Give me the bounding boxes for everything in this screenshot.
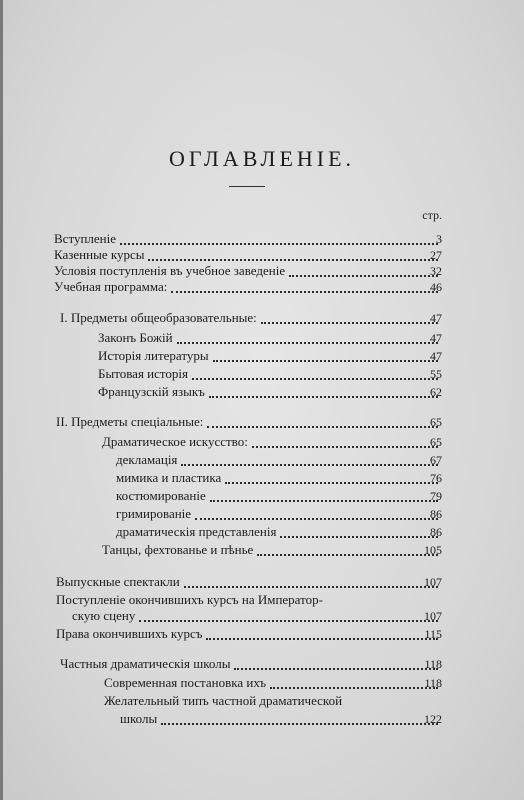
toc-entry-page: 107 (424, 609, 442, 623)
leader-dots (270, 677, 438, 689)
toc-entry-page: 86 (430, 525, 442, 539)
leader-dots (257, 544, 438, 556)
leader-dots (171, 281, 438, 293)
leader-dots (225, 472, 438, 484)
leader-dots (139, 610, 438, 622)
toc-entry-page: 115 (424, 627, 442, 641)
toc-entry-page: 47 (430, 311, 442, 325)
toc-entry-label: Танцы, фехтованье и пѣнье (102, 542, 254, 557)
leader-dots (184, 576, 438, 588)
page-column-label: стр. (422, 208, 442, 222)
toc-entry-page: 107 (424, 575, 442, 589)
page-edge (0, 0, 3, 800)
toc-entry-label: Учебная программа: (54, 279, 168, 294)
toc-entry (98, 348, 442, 364)
leader-dots (120, 233, 438, 245)
toc-entry-label: Казенные курсы (54, 247, 145, 262)
leader-dots (209, 386, 438, 398)
toc-entry-page: 65 (430, 435, 442, 449)
toc-entry-label: Исторія литературы (98, 348, 209, 363)
toc-entry (116, 506, 442, 522)
toc-entry (54, 279, 442, 295)
leader-dots (234, 658, 438, 670)
leader-dots (206, 628, 438, 640)
toc-entry-label: II. Предметы спеціальные: (56, 414, 204, 429)
toc-entry-label: Условія поступленія въ учебное заведеніе (54, 263, 286, 278)
toc-entry (60, 310, 442, 326)
toc-entry (102, 542, 442, 558)
toc-entry (72, 608, 442, 624)
toc-entry-label: драматическія представленія (116, 524, 277, 539)
toc-heading: ОГЛАВЛЕНІЕ. (168, 146, 356, 171)
leader-dots (210, 490, 438, 502)
toc-entry (116, 452, 442, 468)
toc-entry (56, 574, 442, 590)
leader-dots (177, 332, 438, 344)
toc-entry-page: 79 (430, 489, 442, 503)
toc-entry-label: Выпускные спектакли (56, 574, 180, 589)
toc-entry (56, 414, 442, 430)
toc-entry (60, 656, 442, 672)
toc-entry-page: 67 (430, 453, 442, 467)
toc-entry-page: 32 (430, 264, 442, 278)
toc-entry-label: Современная постановка ихъ (104, 675, 267, 690)
toc-entry-label: Драматическое искусство: (102, 434, 248, 449)
heading-rule (229, 186, 265, 187)
toc-entry (56, 626, 442, 642)
leader-dots (195, 508, 438, 520)
toc-entry-label-line1: Желательный типъ частной драматической (104, 693, 343, 708)
leader-dots (289, 265, 438, 277)
toc-entry-label-line2: скую сцену (72, 608, 136, 623)
toc-entry-page: 122 (424, 712, 442, 726)
toc-entry (98, 330, 442, 346)
leader-dots (148, 249, 438, 261)
toc-entry-page: 76 (430, 471, 442, 485)
leader-dots (213, 350, 438, 362)
toc-entry-label: Законъ Божій (98, 330, 173, 345)
toc-entry (54, 263, 442, 279)
toc-entry-label: Частныя драматическія школы (60, 656, 231, 671)
toc-entry (104, 675, 442, 691)
toc-entry-page: 47 (430, 349, 442, 363)
toc-entry-label: Французскій языкъ (98, 384, 205, 399)
toc-entry-label: Бытовая исторія (98, 366, 189, 381)
toc-entry-label: декламація (116, 452, 178, 467)
toc-entry-page: 86 (430, 507, 442, 521)
toc-entry (116, 470, 442, 486)
toc-entry-label-line2: школы (120, 711, 158, 726)
leader-dots (207, 416, 438, 428)
toc-entry-page: 46 (430, 280, 442, 294)
toc-entry-page: 3 (436, 232, 442, 246)
toc-entry (98, 366, 442, 382)
toc-entry (116, 524, 442, 540)
toc-entry-page: 47 (430, 331, 442, 345)
toc-entry-page: 118 (424, 676, 442, 690)
leader-dots (261, 312, 438, 324)
toc-entry (54, 231, 442, 247)
toc-entry-label: Права окончившихъ курсъ (56, 626, 203, 641)
toc-entry-page: 118 (424, 657, 442, 671)
toc-entry-label: костюмированіе (116, 488, 206, 503)
toc-entry-label: Вступленіе (54, 231, 117, 246)
toc-entry-label: гримированіе (116, 506, 192, 521)
leader-dots (161, 713, 438, 725)
toc-entry (54, 247, 442, 263)
toc-entry-page: 27 (430, 248, 442, 262)
toc-entry-label: I. Предметы общеобразовательные: (60, 310, 257, 325)
toc-entry (102, 434, 442, 450)
leader-dots (280, 526, 438, 538)
toc-entry-page: 55 (430, 367, 442, 381)
leader-dots (181, 454, 438, 466)
toc-entry-label: мимика и пластика (116, 470, 222, 485)
toc-entry (120, 711, 442, 727)
toc-entry-label-line1: Поступленіе окончившихъ курсъ на Император- (56, 592, 323, 607)
toc-entry (116, 488, 442, 504)
leader-dots (252, 436, 438, 448)
leader-dots (192, 368, 438, 380)
toc-entry-page: 105 (424, 543, 442, 557)
toc-entry (98, 384, 442, 400)
toc-entry-page: 62 (430, 385, 442, 399)
toc-entry-page: 65 (430, 415, 442, 429)
